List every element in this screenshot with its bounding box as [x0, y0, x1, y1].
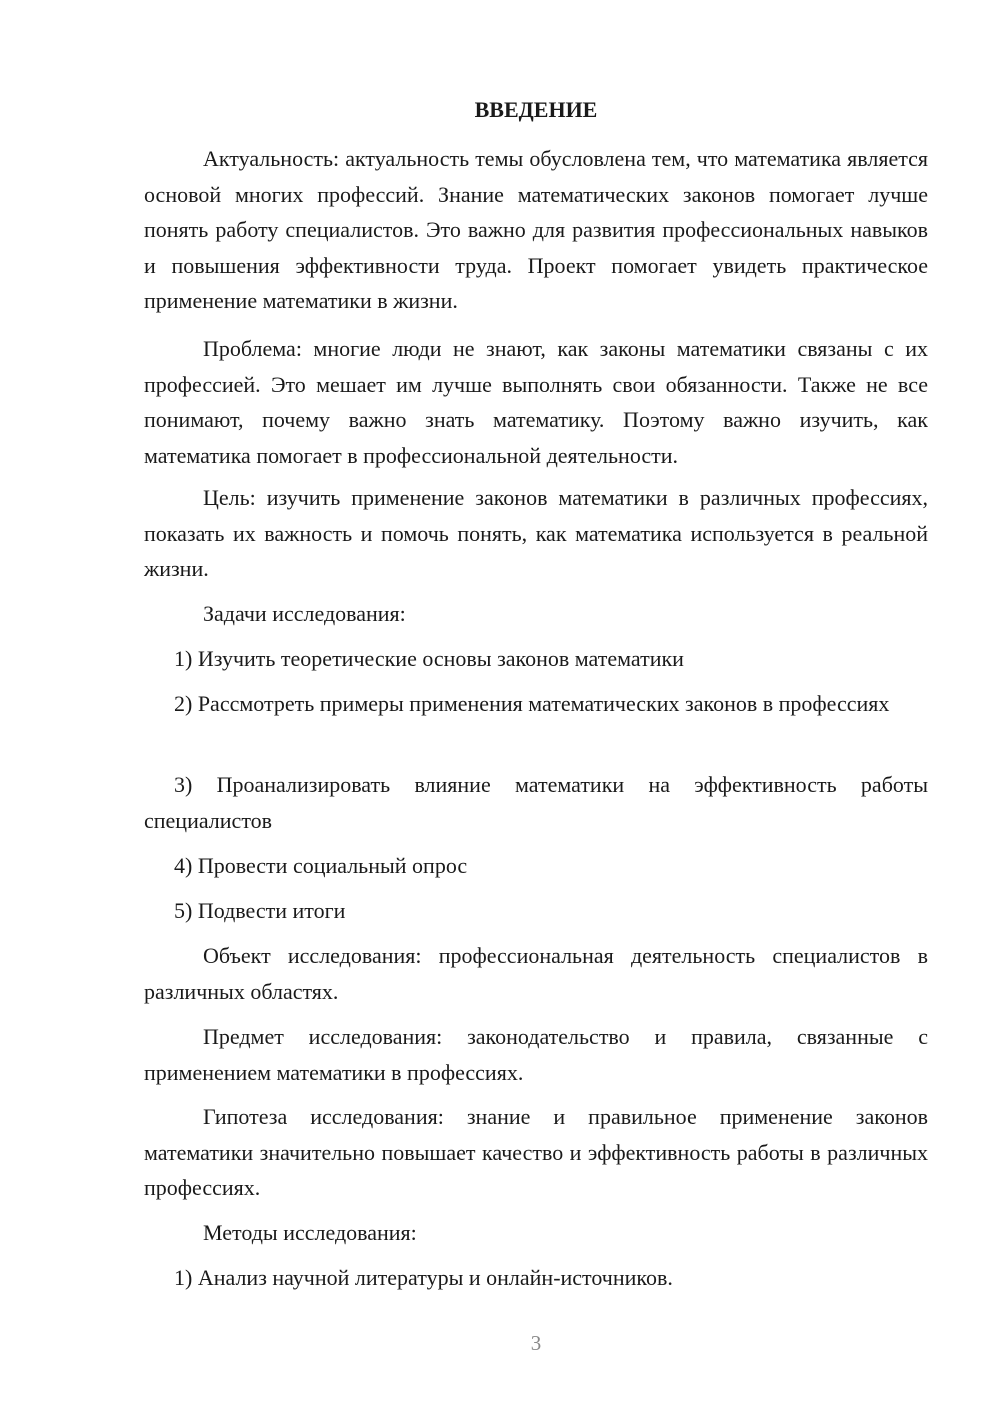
task-item-4-block — [144, 848, 928, 884]
task-item-2-block — [144, 686, 928, 722]
task-item-3: 3) Проанализировать влияние математики на эффективность работы специалистов — [144, 772, 928, 833]
task-item-5-block — [144, 893, 928, 929]
task-item-1: 1) Изучить теоретические основы законов математики — [174, 646, 684, 671]
task-item-4: 4) Провести социальный опрос — [174, 853, 468, 878]
methods-heading-block — [144, 1215, 928, 1251]
problem-paragraph: Проблема: многие люди не знают, как законы математики связаны с их профессией. Это мешает им лучше выполнять свои обязанности. Также не все понимают, почему важно знать математику. Поэтому важно изучить, как математика помогает в профессиональной деятельности. — [144, 336, 928, 468]
goal-paragraph: Цель: изучить применение законов математики в различных профессиях, показать их важность и помочь понять, как математика используется в реальной жизни. — [144, 485, 928, 581]
object-paragraph-block — [144, 938, 928, 1009]
goal-paragraph-block — [144, 480, 928, 587]
task-item-2: 2) Рассмотреть примеры применения математических законов в профессиях — [174, 691, 890, 716]
subject-paragraph-block — [144, 1019, 928, 1090]
tasks-heading: Задачи исследования: — [203, 601, 406, 626]
subject-paragraph: Предмет исследования: законодательство и правила, связанные с применением математики в профессиях. — [144, 1024, 928, 1085]
task-item-5: 5) Подвести итоги — [174, 898, 346, 923]
hypothesis-paragraph-block — [144, 1099, 928, 1206]
method-item-1-block — [144, 1260, 928, 1296]
task-item-3-block — [144, 767, 928, 838]
section-title: ВВЕДЕНИЕ — [474, 97, 598, 122]
task-item-1-block — [144, 641, 928, 677]
methods-heading: Методы исследования: — [203, 1220, 417, 1245]
hypothesis-paragraph: Гипотеза исследования: знание и правильное применение законов математики значительно повышает качество и эффективность работы в различных профессиях. — [144, 1104, 928, 1200]
problem-paragraph-block — [144, 331, 928, 473]
relevance-paragraph-block — [144, 141, 928, 319]
object-paragraph: Объект исследования: профессиональная деятельность специалистов в различных областях. — [144, 943, 928, 1004]
page-number: 3 — [530, 1331, 542, 1355]
method-item-1: 1) Анализ научной литературы и онлайн-источников. — [174, 1265, 673, 1290]
relevance-paragraph: Актуальность: актуальность темы обусловлена тем, что математика является основой многих профессий. Знание математических законов помогает лучше понять работу специалистов. Это важно для развития профессиональных навыков и повышения эффективности труда. Проект помогает увидеть практическое применение математики в жизни. — [144, 146, 928, 313]
tasks-heading-block — [144, 596, 928, 632]
